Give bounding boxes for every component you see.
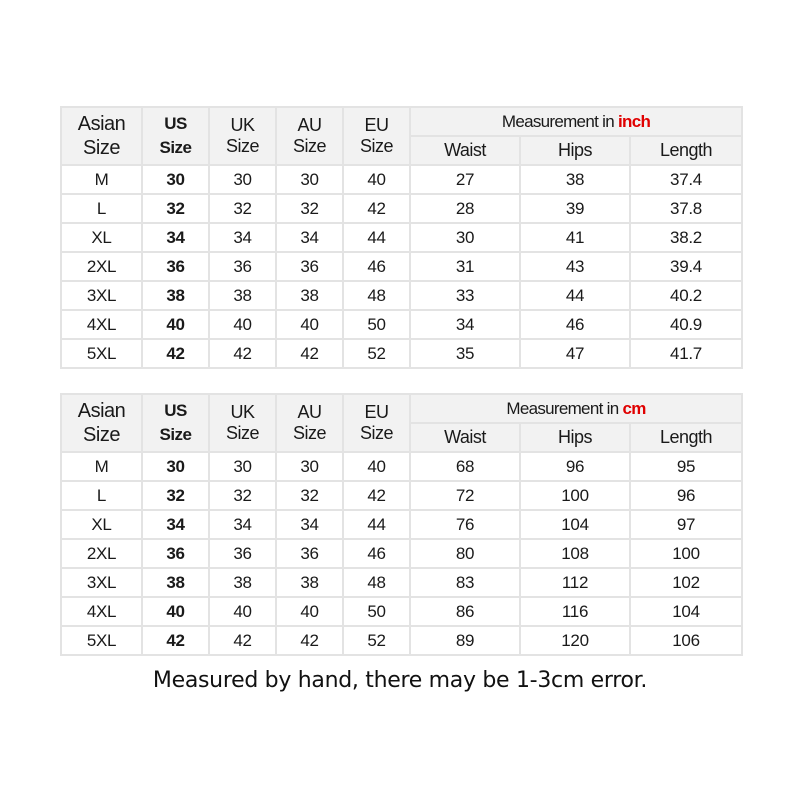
header-measurement-cm: Measurement in cm bbox=[410, 394, 742, 423]
header-asian-size: Asian Size bbox=[61, 394, 142, 452]
cell-length: 37.4 bbox=[630, 165, 742, 194]
cell-asian: M bbox=[61, 452, 142, 481]
cell-eu: 50 bbox=[343, 310, 410, 339]
table-row bbox=[61, 281, 742, 310]
cell-uk: 30 bbox=[209, 452, 276, 481]
cell-waist: 68 bbox=[410, 452, 520, 481]
cell-waist: 35 bbox=[410, 339, 520, 368]
cell-length: 40.9 bbox=[630, 310, 742, 339]
cell-us: 38 bbox=[142, 568, 209, 597]
cell-eu: 46 bbox=[343, 252, 410, 281]
cell-au: 34 bbox=[276, 510, 343, 539]
cell-au: 42 bbox=[276, 339, 343, 368]
cell-uk: 38 bbox=[209, 281, 276, 310]
cell-hips: 108 bbox=[520, 539, 630, 568]
cell-asian: XL bbox=[61, 223, 142, 252]
cell-us: 34 bbox=[142, 510, 209, 539]
cell-us: 32 bbox=[142, 194, 209, 223]
cell-asian: 2XL bbox=[61, 252, 142, 281]
cell-hips: 44 bbox=[520, 281, 630, 310]
cell-asian: 4XL bbox=[61, 597, 142, 626]
cell-uk: 38 bbox=[209, 568, 276, 597]
cell-us: 40 bbox=[142, 310, 209, 339]
table-row bbox=[61, 597, 742, 626]
cell-eu: 52 bbox=[343, 339, 410, 368]
cell-us: 38 bbox=[142, 281, 209, 310]
header-waist: Waist bbox=[410, 423, 520, 452]
cell-hips: 120 bbox=[520, 626, 630, 655]
cell-eu: 48 bbox=[343, 281, 410, 310]
cell-waist: 80 bbox=[410, 539, 520, 568]
cell-length: 97 bbox=[630, 510, 742, 539]
cell-us: 30 bbox=[142, 165, 209, 194]
cell-waist: 72 bbox=[410, 481, 520, 510]
cell-waist: 28 bbox=[410, 194, 520, 223]
cell-eu: 52 bbox=[343, 626, 410, 655]
table-row bbox=[61, 626, 742, 655]
cell-asian: 5XL bbox=[61, 339, 142, 368]
cell-hips: 104 bbox=[520, 510, 630, 539]
cell-waist: 89 bbox=[410, 626, 520, 655]
cell-eu: 40 bbox=[343, 452, 410, 481]
table-row bbox=[61, 510, 742, 539]
cell-au: 32 bbox=[276, 481, 343, 510]
cell-eu: 44 bbox=[343, 510, 410, 539]
cell-waist: 31 bbox=[410, 252, 520, 281]
cell-au: 34 bbox=[276, 223, 343, 252]
cell-length: 37.8 bbox=[630, 194, 742, 223]
cell-uk: 42 bbox=[209, 626, 276, 655]
header-us-size: US Size bbox=[142, 107, 209, 165]
cell-au: 40 bbox=[276, 597, 343, 626]
cell-asian: L bbox=[61, 194, 142, 223]
header-au-size: AU Size bbox=[276, 394, 343, 452]
cell-length: 100 bbox=[630, 539, 742, 568]
cell-au: 32 bbox=[276, 194, 343, 223]
cell-asian: 3XL bbox=[61, 568, 142, 597]
cell-us: 42 bbox=[142, 626, 209, 655]
cell-uk: 36 bbox=[209, 252, 276, 281]
cell-waist: 27 bbox=[410, 165, 520, 194]
table-row bbox=[61, 310, 742, 339]
cell-length: 104 bbox=[630, 597, 742, 626]
header-eu-size: EU Size bbox=[343, 107, 410, 165]
unit-label: inch bbox=[617, 111, 651, 131]
cell-uk: 34 bbox=[209, 223, 276, 252]
cell-uk: 40 bbox=[209, 597, 276, 626]
cell-hips: 46 bbox=[520, 310, 630, 339]
table-row bbox=[61, 339, 742, 368]
cell-hips: 38 bbox=[520, 165, 630, 194]
cell-length: 40.2 bbox=[630, 281, 742, 310]
cell-asian: XL bbox=[61, 510, 142, 539]
cell-waist: 86 bbox=[410, 597, 520, 626]
cell-uk: 32 bbox=[209, 481, 276, 510]
header-au-size: AU Size bbox=[276, 107, 343, 165]
header-uk-size: UK Size bbox=[209, 394, 276, 452]
cell-eu: 42 bbox=[343, 194, 410, 223]
table-row bbox=[61, 252, 742, 281]
table-body bbox=[61, 165, 742, 368]
cell-hips: 39 bbox=[520, 194, 630, 223]
cell-eu: 42 bbox=[343, 481, 410, 510]
cell-eu: 48 bbox=[343, 568, 410, 597]
cell-uk: 30 bbox=[209, 165, 276, 194]
cell-asian: 4XL bbox=[61, 310, 142, 339]
cell-us: 40 bbox=[142, 597, 209, 626]
cell-asian: L bbox=[61, 481, 142, 510]
header-asian-size: Asian Size bbox=[61, 107, 142, 165]
cell-hips: 112 bbox=[520, 568, 630, 597]
cell-length: 95 bbox=[630, 452, 742, 481]
cell-au: 36 bbox=[276, 539, 343, 568]
header-eu-size: EU Size bbox=[343, 394, 410, 452]
cell-au: 38 bbox=[276, 568, 343, 597]
cell-asian: M bbox=[61, 165, 142, 194]
table-row bbox=[61, 165, 742, 194]
cell-hips: 41 bbox=[520, 223, 630, 252]
cell-length: 96 bbox=[630, 481, 742, 510]
cell-uk: 40 bbox=[209, 310, 276, 339]
cell-us: 32 bbox=[142, 481, 209, 510]
table-row bbox=[61, 194, 742, 223]
cell-au: 42 bbox=[276, 626, 343, 655]
header-hips: Hips bbox=[520, 136, 630, 165]
cell-length: 38.2 bbox=[630, 223, 742, 252]
unit-label: cm bbox=[622, 398, 646, 418]
cell-asian: 3XL bbox=[61, 281, 142, 310]
cell-eu: 50 bbox=[343, 597, 410, 626]
table-body bbox=[61, 452, 742, 655]
cell-hips: 116 bbox=[520, 597, 630, 626]
cell-eu: 40 bbox=[343, 165, 410, 194]
cell-us: 34 bbox=[142, 223, 209, 252]
cell-eu: 46 bbox=[343, 539, 410, 568]
cell-waist: 76 bbox=[410, 510, 520, 539]
header-length: Length bbox=[630, 423, 742, 452]
cell-hips: 96 bbox=[520, 452, 630, 481]
cell-length: 102 bbox=[630, 568, 742, 597]
cell-uk: 34 bbox=[209, 510, 276, 539]
cell-waist: 33 bbox=[410, 281, 520, 310]
table-row bbox=[61, 481, 742, 510]
header-waist: Waist bbox=[410, 136, 520, 165]
cell-us: 42 bbox=[142, 339, 209, 368]
table-row bbox=[61, 568, 742, 597]
cell-us: 36 bbox=[142, 252, 209, 281]
cell-us: 36 bbox=[142, 539, 209, 568]
cell-asian: 2XL bbox=[61, 539, 142, 568]
cell-length: 106 bbox=[630, 626, 742, 655]
cell-waist: 34 bbox=[410, 310, 520, 339]
measurement-note: Measured by hand, there may be 1-3cm error. bbox=[152, 668, 648, 693]
header-us-size: US Size bbox=[142, 394, 209, 452]
size-chart-cm-table bbox=[60, 393, 743, 656]
cell-au: 30 bbox=[276, 452, 343, 481]
cell-hips: 47 bbox=[520, 339, 630, 368]
cell-eu: 44 bbox=[343, 223, 410, 252]
cell-length: 39.4 bbox=[630, 252, 742, 281]
cell-us: 30 bbox=[142, 452, 209, 481]
cell-uk: 32 bbox=[209, 194, 276, 223]
header-hips: Hips bbox=[520, 423, 630, 452]
cell-waist: 30 bbox=[410, 223, 520, 252]
header-measurement-inch: Measurement in inch bbox=[410, 107, 742, 136]
cell-hips: 100 bbox=[520, 481, 630, 510]
size-chart-inch-table bbox=[60, 106, 743, 369]
cell-au: 36 bbox=[276, 252, 343, 281]
cell-asian: 5XL bbox=[61, 626, 142, 655]
cell-uk: 42 bbox=[209, 339, 276, 368]
header-length: Length bbox=[630, 136, 742, 165]
header-uk-size: UK Size bbox=[209, 107, 276, 165]
cell-uk: 36 bbox=[209, 539, 276, 568]
cell-au: 40 bbox=[276, 310, 343, 339]
table-row bbox=[61, 539, 742, 568]
table-row bbox=[61, 452, 742, 481]
cell-hips: 43 bbox=[520, 252, 630, 281]
cell-length: 41.7 bbox=[630, 339, 742, 368]
table-row bbox=[61, 223, 742, 252]
cell-au: 30 bbox=[276, 165, 343, 194]
cell-waist: 83 bbox=[410, 568, 520, 597]
cell-au: 38 bbox=[276, 281, 343, 310]
